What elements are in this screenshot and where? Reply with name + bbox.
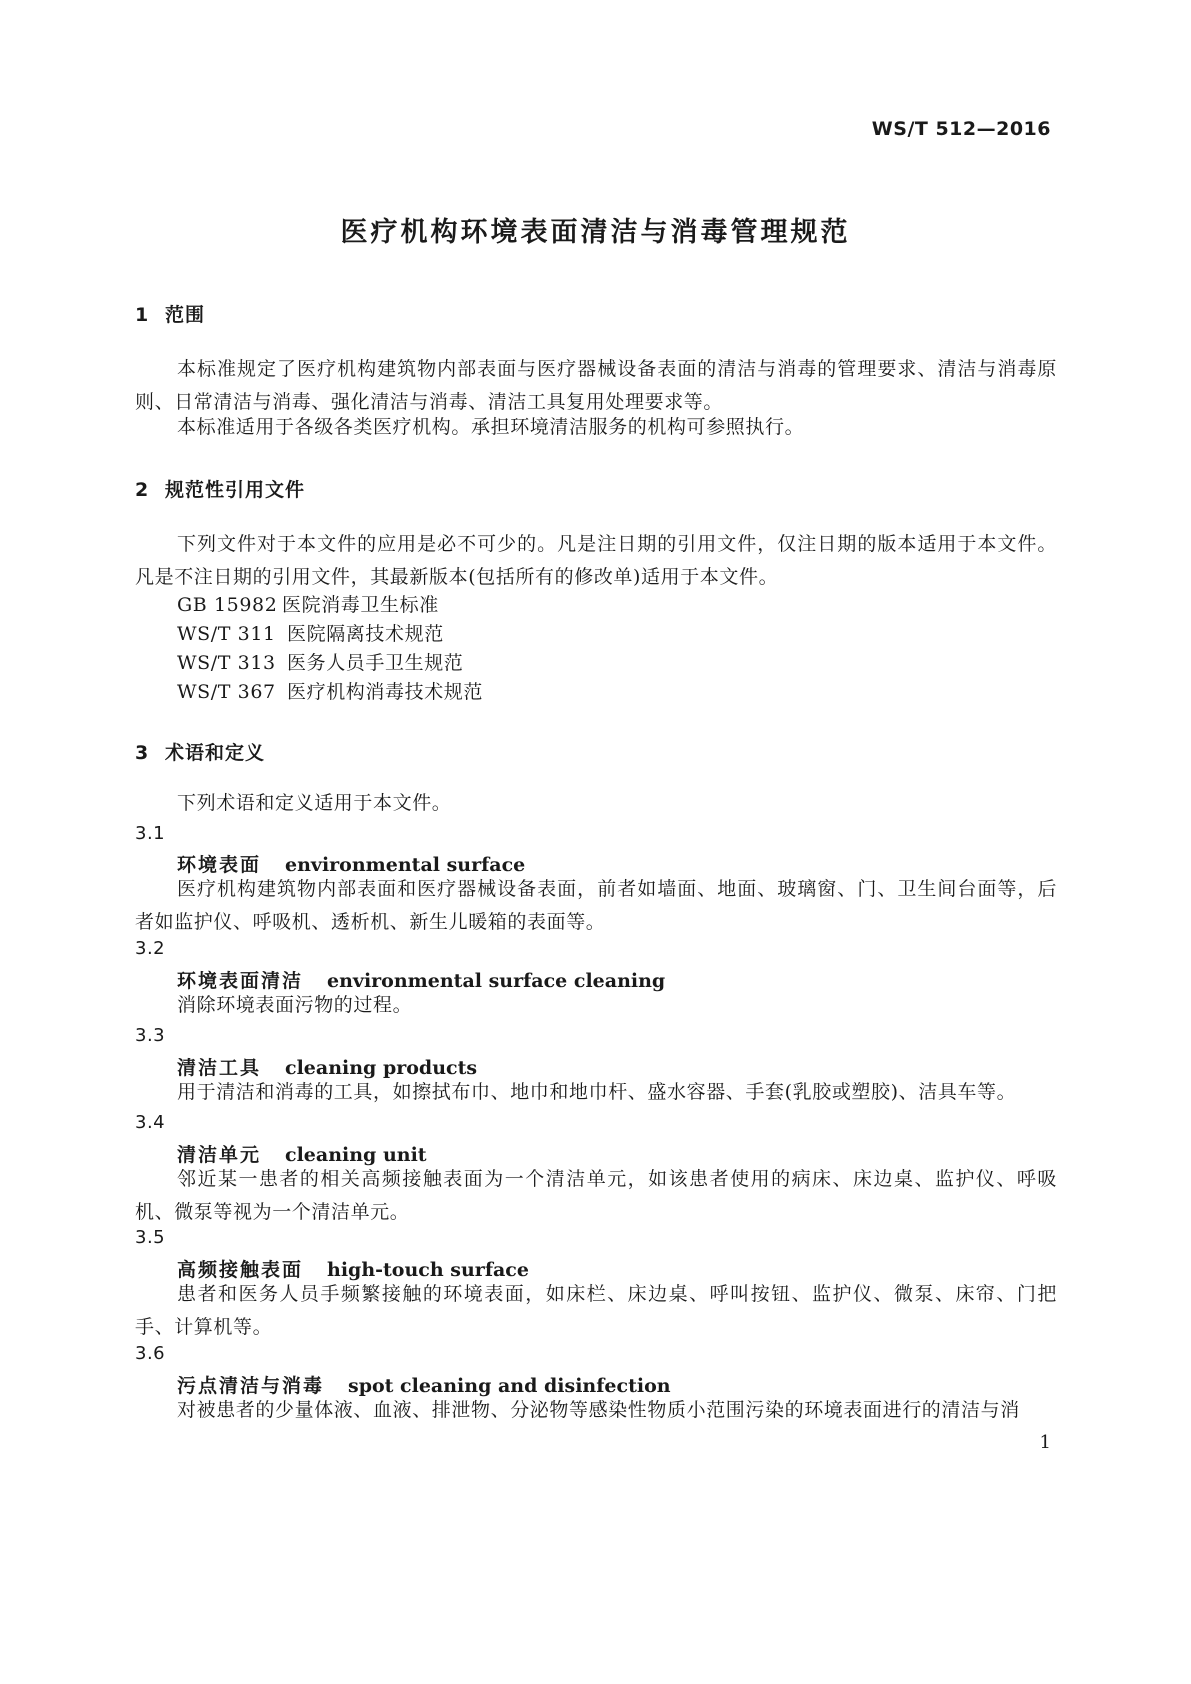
section-title: 范围 [165, 304, 206, 326]
section-1-paragraph-2: 本标准适用于各级各类医疗机构。承担环境清洁服务的机构可参照执行。 [177, 416, 805, 438]
reference-item [177, 677, 483, 704]
term-zh: 高频接触表面 [177, 1259, 304, 1281]
term-en: spot cleaning and disinfection [348, 1375, 671, 1397]
section-3-heading [135, 738, 265, 765]
section-1-heading [135, 300, 205, 327]
reference-name: 医疗机构消毒技术规范 [287, 681, 484, 703]
reference-code: WS/T 367 [177, 681, 276, 703]
term-number: 3.1 [135, 823, 166, 844]
term-definition: 医疗机构建筑物内部表面和医疗器械设备表面，前者如墙面、地面、玻璃窗、门、卫生间台面等，后者如监护仪、呼吸机、透析机、新生儿暖箱的表面等。 [135, 878, 1057, 933]
term-zh: 清洁单元 [177, 1144, 262, 1166]
term-en: environmental surface [285, 854, 526, 876]
term-definition: 邻近某一患者的相关高频接触表面为一个清洁单元，如该患者使用的病床、床边桌、监护仪、呼吸机、微泵等视为一个清洁单元。 [135, 1168, 1057, 1223]
term-definition: 患者和医务人员手频繁接触的环境表面，如床栏、床边桌、呼叫按钮、监护仪、微泵、床帘、门把手、计算机等。 [135, 1283, 1057, 1338]
reference-code: GB 15982 [177, 594, 278, 616]
reference-name: 医院隔离技术规范 [287, 623, 444, 645]
term-en: high-touch surface [327, 1259, 529, 1281]
standard-code: WS/T 512—2016 [871, 118, 1051, 140]
reference-item [177, 619, 444, 646]
reference-code: WS/T 311 [177, 623, 276, 645]
section-2-paragraph-1: 下列文件对于本文件的应用是必不可少的。凡是注日期的引用文件，仅注日期的版本适用于本文件。凡是不注日期的引用文件，其最新版本(包括所有的修改单)适用于本文件。 [135, 533, 1057, 588]
section-number: 2 [135, 479, 150, 501]
term-zh: 污点清洁与消毒 [177, 1375, 325, 1397]
term-number: 3.6 [135, 1343, 166, 1364]
section-number: 3 [135, 742, 150, 764]
term-zh: 环境表面清洁 [177, 970, 304, 992]
term-zh: 环境表面 [177, 854, 262, 876]
term-definition: 对被患者的少量体液、血液、排泄物、分泌物等感染性物质小范围污染的环境表面进行的清洁与消 [177, 1399, 1020, 1421]
reference-name: 医院消毒卫生标准 [282, 594, 439, 616]
term-definition: 用于清洁和消毒的工具，如擦拭布巾、地巾和地巾杆、盛水容器、手套(乳胶或塑胶)、洁具车等。 [177, 1081, 1017, 1103]
section-1-paragraph-1: 本标准规定了医疗机构建筑物内部表面与医疗器械设备表面的清洁与消毒的管理要求、清洁与消毒原则、日常清洁与消毒、强化清洁与消毒、清洁工具复用处理要求等。 [135, 358, 1057, 413]
section-2-heading [135, 475, 305, 502]
section-3-paragraph-1: 下列术语和定义适用于本文件。 [177, 792, 452, 814]
term-number: 3.4 [135, 1112, 166, 1133]
reference-code: WS/T 313 [177, 652, 276, 674]
term-number: 3.5 [135, 1227, 166, 1248]
section-number: 1 [135, 304, 150, 326]
section-title: 规范性引用文件 [165, 479, 306, 501]
term-en: environmental surface cleaning [327, 970, 666, 992]
term-number: 3.3 [135, 1025, 166, 1046]
term-zh: 清洁工具 [177, 1057, 262, 1079]
reference-item [177, 590, 439, 617]
term-definition: 消除环境表面污物的过程。 [177, 994, 413, 1016]
term-en: cleaning products [285, 1057, 478, 1079]
reference-name: 医务人员手卫生规范 [287, 652, 464, 674]
term-number: 3.2 [135, 938, 166, 959]
section-title: 术语和定义 [165, 742, 266, 764]
document-title: 医疗机构环境表面清洁与消毒管理规范 [340, 217, 851, 248]
page-number: 1 [1039, 1432, 1051, 1453]
term-en: cleaning unit [285, 1144, 427, 1166]
reference-item [177, 648, 463, 675]
